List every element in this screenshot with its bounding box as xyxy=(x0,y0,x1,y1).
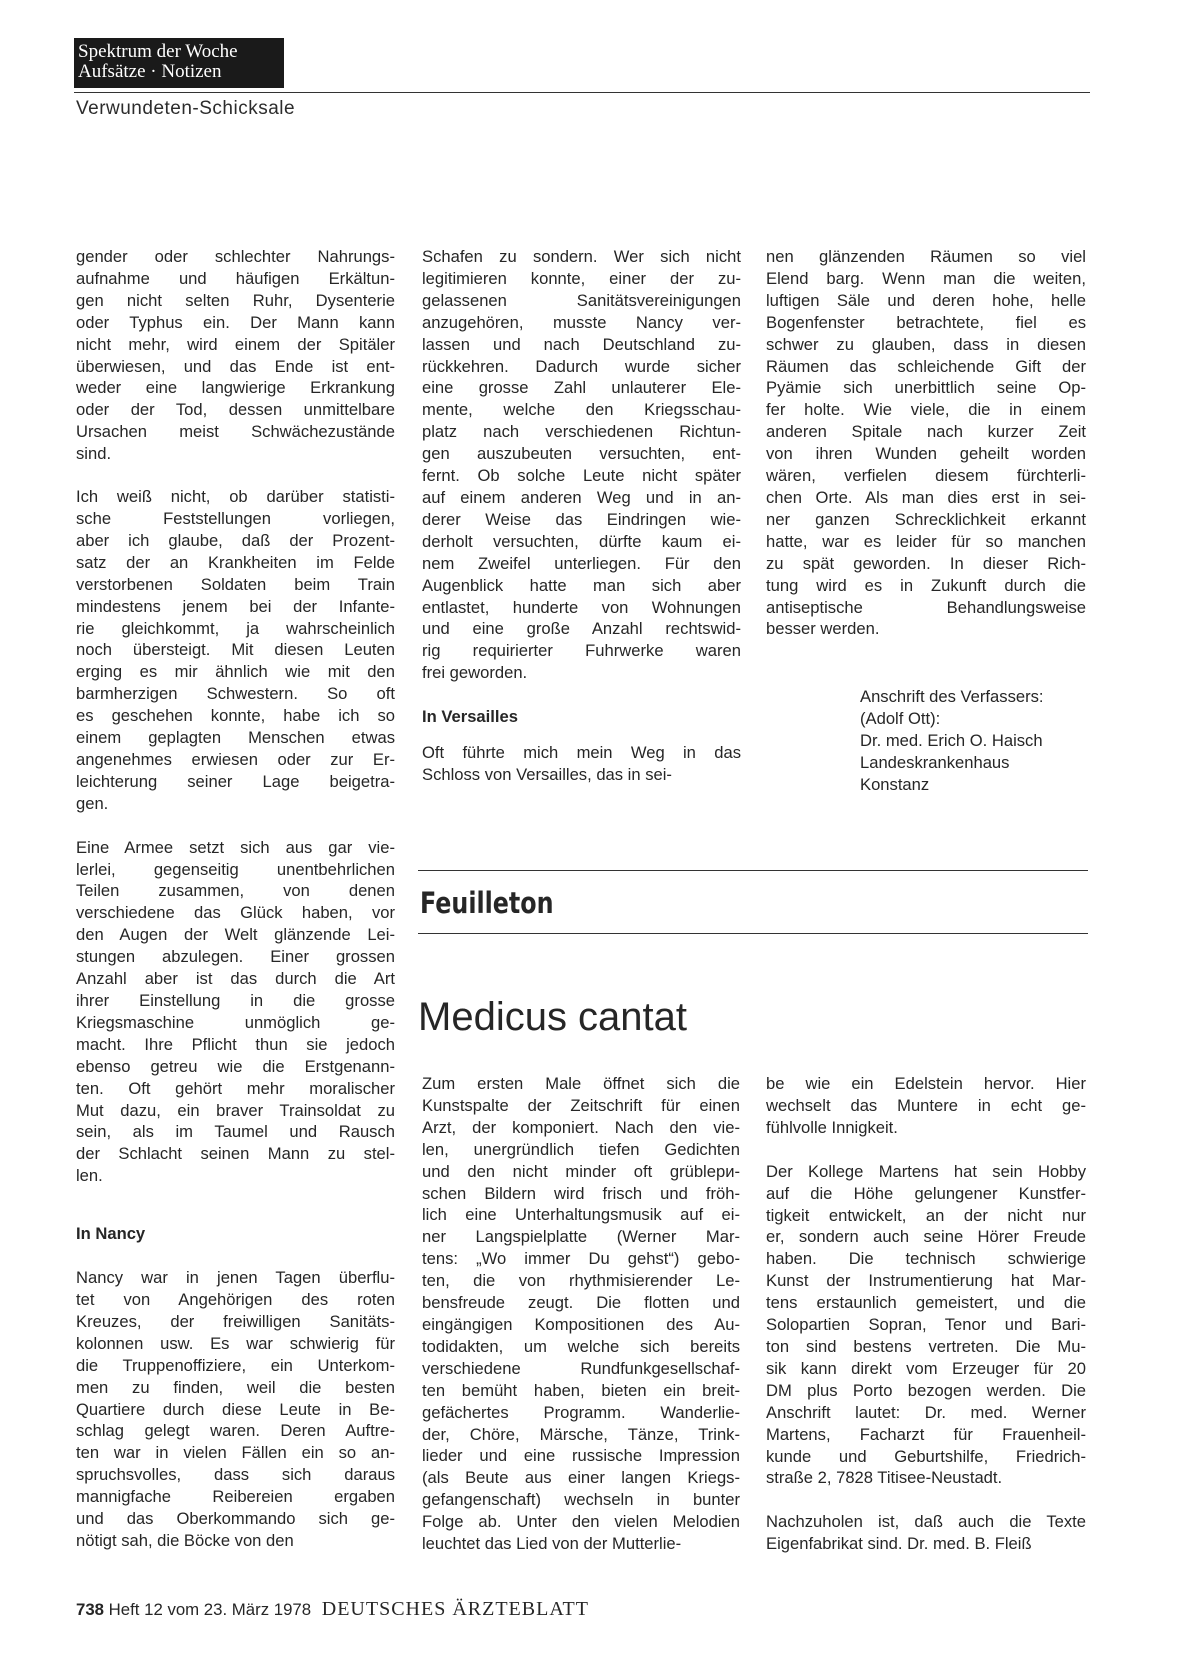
text-line: Bogenfenster betrachtete, fiel es xyxy=(766,312,1086,332)
address-line: (Adolf Ott): xyxy=(860,708,941,728)
text-line: aufnahme und häufigen Erkältun- xyxy=(76,268,395,288)
text-line: Augenblick hatte man sich aber xyxy=(422,575,741,595)
text-line: (als Beute aus einer langen Kriegs- xyxy=(422,1468,740,1488)
text-line: fühlvolle Innigkeit. xyxy=(766,1117,898,1137)
text-line: erging es mir ähnlich wie mit den xyxy=(76,662,395,682)
text-line: gen nicht selten Ruhr, Dysenterie xyxy=(76,290,395,310)
col1-para2 xyxy=(76,486,395,815)
text-line: und eine große Anzahl rechtswid- xyxy=(422,619,741,639)
journal-name: DEUTSCHES ÄRZTEBLATT xyxy=(321,1598,589,1620)
text-line: Eine Armee setzt sich aus gar vie- xyxy=(76,837,395,857)
text-line: Teilen zusammen, von denen xyxy=(76,881,395,901)
text-line: len. xyxy=(76,1166,103,1186)
header-line-2: Aufsätze · Notizen xyxy=(78,61,222,82)
text-line: den Augen der Welt glänzende Lei- xyxy=(76,925,395,945)
page-footer xyxy=(76,1598,589,1621)
issue-info: Heft 12 vom 23. März 1978 xyxy=(108,1600,312,1619)
text-line: und das Oberkommando sich ge- xyxy=(76,1509,395,1529)
text-line: ton sind bestens vertreten. Die Mu- xyxy=(766,1336,1086,1356)
text-line: sik kann direkt vom Erzeuger für 20 xyxy=(766,1358,1086,1378)
text-line: Zum ersten Male öffnet sich die xyxy=(422,1074,740,1093)
text-line: ten bemüht haben, bieten ein breit- xyxy=(422,1380,740,1400)
text-line: lich eine Unterhaltungsmusik auf ei- xyxy=(422,1205,740,1225)
text-line: es geschehen konnte, habe ich so xyxy=(76,706,395,726)
column-1 xyxy=(76,246,395,1552)
text-line: wechselt das Muntere in echt ge- xyxy=(766,1095,1086,1115)
col1-subhead: In Nancy xyxy=(76,1224,146,1244)
text-line: Schafen zu sondern. Wer sich nicht xyxy=(422,247,741,266)
text-line: mannigfache Reibereien ergaben xyxy=(76,1487,395,1507)
text-line: auf die Höhe gelungener Kunstfer- xyxy=(766,1183,1086,1203)
page-number: 738 xyxy=(76,1600,104,1619)
feuilleton-bottom-rule xyxy=(418,933,1088,934)
text-line: tet von Angehörigen des roten xyxy=(76,1289,395,1309)
feuilleton-label: Feuilleton xyxy=(420,886,554,920)
text-line: satz der an Krankheiten im Felde xyxy=(76,552,395,572)
text-line: aber ich glaube, daß der Prozent- xyxy=(76,530,395,550)
text-line: sche Feststellungen vorliegen, xyxy=(76,508,395,528)
text-line: rig requirierter Fuhrwerke waren xyxy=(422,641,741,661)
text-line: Quartiere durch diese Leute in Be- xyxy=(76,1399,395,1419)
text-line: todidakten, um welche sich bereits xyxy=(422,1336,740,1356)
feuilleton-column-right xyxy=(766,1073,1086,1555)
text-line: gender oder schlechter Nahrungs- xyxy=(76,247,395,266)
text-line: kunde und Geburtshilfe, Friedrich- xyxy=(766,1446,1086,1466)
text-line: gefangenschaft) wechseln in bunter xyxy=(422,1490,740,1510)
text-line: und den nicht minder oft grüblери- xyxy=(422,1161,740,1181)
text-line: haben. Die technisch schwierige xyxy=(766,1249,1086,1269)
header-rule xyxy=(74,92,1090,93)
text-line: legitimieren konnte, einer der zu- xyxy=(422,268,741,288)
text-line: barmherzigen Schwestern. So oft xyxy=(76,684,395,704)
author-address xyxy=(860,686,1044,796)
text-line: Räumen das schleichende Gift der xyxy=(766,356,1086,376)
text-line: Kunst der Instrumentierung hat Mar- xyxy=(766,1271,1086,1291)
text-line: Arzt, der komponiert. Nach den vie- xyxy=(422,1117,740,1137)
section-label: Verwundeten-Schicksale xyxy=(76,98,296,119)
text-line: straße 2, 7828 Titisee-Neustadt. xyxy=(766,1468,1003,1488)
text-line: verschiedene Rundfunkgesellschaf- xyxy=(422,1358,740,1378)
text-line: spruchsvolles, dass sich daraus xyxy=(76,1465,395,1485)
column-3 xyxy=(766,246,1086,640)
text-line: einem geplagten Menschen etwas xyxy=(76,728,395,748)
text-line: gelassenen Sanitätsvereinigungen xyxy=(422,290,741,310)
text-line: ner ganzen Schrecklichkeit erkannt xyxy=(766,509,1086,529)
text-line: verschiedene das Glück haben, vor xyxy=(76,903,395,923)
text-line: Eigenfabrikat sind. Dr. med. B. Fleiß xyxy=(766,1534,1032,1554)
text-line: Elend barg. Wenn man die weiten, xyxy=(766,268,1086,288)
text-line: Kriegsmaschine unmöglich ge- xyxy=(76,1012,395,1032)
text-line: nen glänzenden Räumen so viel xyxy=(766,247,1086,266)
text-line: angenehmes erwiesen oder zur Er- xyxy=(76,749,395,769)
text-line: auf einem anderen Weg und in an- xyxy=(422,487,741,507)
text-line: entlastet, hunderte von Wohnungen xyxy=(422,597,741,617)
text-line: der, Chöre, Märsche, Tänze, Trink- xyxy=(422,1424,740,1444)
text-line: lieder und eine russische Impression xyxy=(422,1446,740,1466)
col1-para3 xyxy=(76,837,395,1188)
text-line: gen auszubeuten versuchten, ent- xyxy=(422,444,741,464)
text-line: tung wird es in Zukunft durch die xyxy=(766,575,1086,595)
text-line: Schloss von Versailles, das in sei- xyxy=(422,764,672,784)
feuilleton-left-para xyxy=(422,1073,740,1555)
text-line: kolonnen usw. Es war schwierig für xyxy=(76,1333,395,1353)
text-line: Kunstspalte der Zeitschrift für einen xyxy=(422,1095,740,1115)
text-line: leuchtet das Lied von der Mutterlie- xyxy=(422,1534,682,1554)
column-2 xyxy=(422,246,741,786)
text-line: mente, welche den Kriegsschau- xyxy=(422,400,741,420)
text-line: rückkehren. Dadurch wurde sicher xyxy=(422,356,741,376)
text-line: Nancy war in jenen Tagen überflu- xyxy=(76,1268,395,1288)
text-line: die Truppenoffiziere, ein Unterkom- xyxy=(76,1355,395,1375)
text-line: hatte, war es leider für so manchen xyxy=(766,531,1086,551)
address-line: Landeskrankenhaus xyxy=(860,752,1010,772)
text-line: rie gleichkommt, ja wahrscheinlich xyxy=(76,618,395,638)
text-line: oder der Tod, dessen unmittelbare xyxy=(76,400,395,420)
address-line: Anschrift des Verfassers: xyxy=(860,687,1044,706)
section-header-box xyxy=(74,38,284,88)
text-line: nicht mehr, wird einem der Spitäler xyxy=(76,334,395,354)
text-line: schen Bildern wird frisch und fröh- xyxy=(422,1183,740,1203)
text-line: ebenso getreu wie die Erstgenann- xyxy=(76,1056,395,1076)
text-line: derholt versuchten, dürfte kaum ei- xyxy=(422,531,741,551)
text-line: DM plus Porto bezogen werden. Die xyxy=(766,1380,1086,1400)
header-line-1: Spektrum der Woche xyxy=(78,41,238,62)
text-line: stungen abzulegen. Einer grossen xyxy=(76,947,395,967)
col2-para1 xyxy=(422,246,741,684)
text-line: frei geworden. xyxy=(422,663,528,683)
text-line: anderen Spitale nach kurzer Zeit xyxy=(766,422,1086,442)
text-line: Ich weiß nicht, ob darüber statisti- xyxy=(76,487,395,507)
text-line: antiseptische Behandlungsweise xyxy=(766,597,1086,617)
text-line: er, sondern auch seine Hörer Freude xyxy=(766,1227,1086,1247)
text-line: tigkeit entwickelt, an der nicht nur xyxy=(766,1205,1086,1225)
text-line: schwer zu glauben, dass in diesen xyxy=(766,334,1086,354)
address-line: Dr. med. Erich O. Haisch xyxy=(860,730,1043,750)
text-line: Mut dazu, ein braver Trainsoldat zu xyxy=(76,1100,395,1120)
text-line: Der Kollege Martens hat sein Hobby xyxy=(766,1161,1086,1181)
text-line: Oft führte mich mein Weg in das xyxy=(422,743,741,763)
text-line: leichterung seiner Lage beigetra- xyxy=(76,771,395,791)
text-line: sein, als im Taumel und Rausch xyxy=(76,1122,395,1142)
text-line: eingängigen Kompositionen des Au- xyxy=(422,1314,740,1334)
text-line: zu spät geworden. In dieser Rich- xyxy=(766,553,1086,573)
text-line: Ursachen meist Schwächezustände xyxy=(76,422,395,442)
text-line: lassen und nach Deutschland zu- xyxy=(422,334,741,354)
text-line: gen. xyxy=(76,793,109,813)
text-line: weder eine langwierige Erkrankung xyxy=(76,378,395,398)
text-line: schlag gelegt waren. Deren Auftre- xyxy=(76,1421,395,1441)
col3-para1 xyxy=(766,246,1086,640)
text-line: sind. xyxy=(76,444,112,464)
text-line: macht. Ihre Pflicht thun sie jedoch xyxy=(76,1034,395,1054)
text-line: Anzahl aber ist das durch die Art xyxy=(76,969,395,989)
col1-para4 xyxy=(76,1267,395,1552)
col2-para2 xyxy=(422,742,741,786)
text-line: nem Zweifel unterliegen. Für den xyxy=(422,553,741,573)
text-line: derer Weise das Eindringen wie- xyxy=(422,509,741,529)
text-line: von ihren Wunden geheilt worden xyxy=(766,444,1086,464)
text-line: Solopartien Sopran, Tenor und Bari- xyxy=(766,1315,1086,1335)
text-line: gefächertes Programm. Wanderlie- xyxy=(422,1402,740,1422)
text-line: noch übersteigt. Mit diesen Leuten xyxy=(76,640,395,660)
feuilleton-column-left xyxy=(422,1073,740,1555)
text-line: oder Typhus ein. Der Mann kann xyxy=(76,312,395,332)
feuilleton-top-rule xyxy=(418,870,1088,871)
text-line: eine grosse Zahl unlauterer Ele- xyxy=(422,378,741,398)
text-line: Anschrift lautet: Dr. med. Werner xyxy=(766,1402,1086,1422)
col2-subhead: In Versailles xyxy=(422,707,518,727)
text-line: men zu finden, weil die besten xyxy=(76,1377,395,1397)
text-line: nötigt sah, die Böcke von den xyxy=(76,1530,294,1550)
text-line: der Schlacht seinen Mann zu stel- xyxy=(76,1144,395,1164)
text-line: fernt. Ob solche Leute nicht später xyxy=(422,466,741,486)
text-line: ten, die von rhythmisierender Le- xyxy=(422,1271,740,1291)
text-line: tens erstaunlich gemeistert, und die xyxy=(766,1293,1086,1313)
text-line: ten. Oft gehört mehr moralischer xyxy=(76,1078,395,1098)
text-line: ner Langspielplatte (Werner Mar- xyxy=(422,1227,740,1247)
feuilleton-right-para1 xyxy=(766,1073,1086,1139)
text-line: anzugehören, musste Nancy ver- xyxy=(422,312,741,332)
text-line: ihrer Einstellung in die grosse xyxy=(76,991,395,1010)
text-line: Pyämie sich unerbittlich seine Op- xyxy=(766,378,1086,398)
article-title: Medicus cantat xyxy=(418,995,688,1039)
feuilleton-right-para3 xyxy=(766,1511,1086,1555)
text-line: tens: „Wo immer Du gehst“) gebo- xyxy=(422,1249,740,1269)
text-line: besser werden. xyxy=(766,619,880,639)
text-line: überwiesen, und das Ende ist ent- xyxy=(76,356,395,376)
text-line: Nachzuholen ist, daß auch die Texte xyxy=(766,1512,1086,1532)
col1-para1 xyxy=(76,246,395,465)
feuilleton-right-para2 xyxy=(766,1161,1086,1490)
address-line: Konstanz xyxy=(860,774,930,794)
text-line: verstorbenen Soldaten beim Train xyxy=(76,574,395,594)
text-line: fer holte. Wie viele, die in einem xyxy=(766,400,1086,420)
text-line: chen Orte. Als man dies erst in sei- xyxy=(766,487,1086,507)
text-line: lerlei, gegenseitig unentbehrlichen xyxy=(76,859,395,879)
text-line: Martens, Facharzt für Frauenheil- xyxy=(766,1424,1086,1444)
text-line: mindestens jenem bei der Infante- xyxy=(76,596,395,616)
text-line: be wie ein Edelstein hervor. Hier xyxy=(766,1074,1086,1093)
text-line: bensfreude zeugt. Die flotten und xyxy=(422,1293,740,1313)
text-line: platz nach verschiedenen Richtun- xyxy=(422,422,741,442)
text-line: ten war in vielen Fällen ein so an- xyxy=(76,1443,395,1463)
text-line: wären, verfielen diesem fürchterli- xyxy=(766,466,1086,486)
text-line: len, unergründlich tiefen Gedichten xyxy=(422,1139,740,1159)
text-line: Folge ab. Unter den vielen Melodien xyxy=(422,1512,740,1532)
text-line: luftigen Säle und deren hohe, helle xyxy=(766,290,1086,310)
text-line: Kreuzes, der freiwilligen Sanitäts- xyxy=(76,1311,395,1331)
